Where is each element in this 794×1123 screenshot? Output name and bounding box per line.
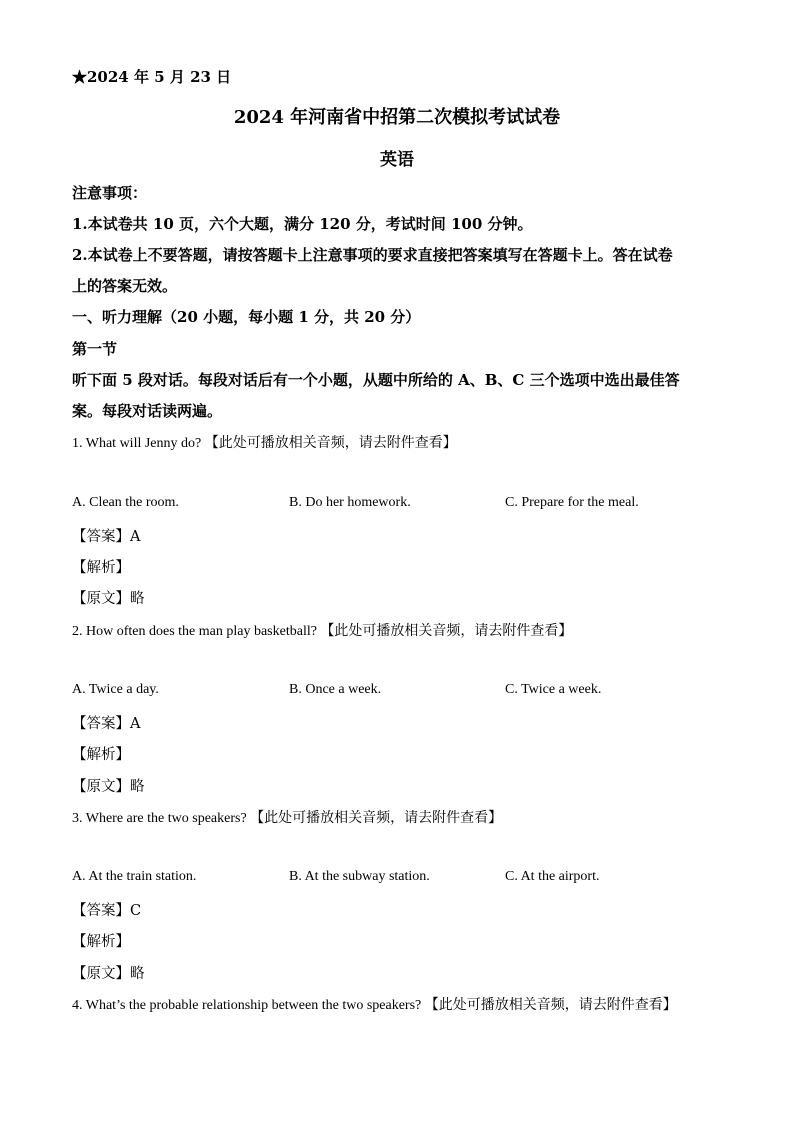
question-1-analysis: 【解析】 bbox=[72, 560, 130, 576]
question-3-option-a: A. At the train station. bbox=[72, 869, 197, 884]
question-3-option-c: C. At the airport. bbox=[505, 869, 600, 884]
question-3-option-b: B. At the subway station. bbox=[289, 869, 430, 884]
question-1-option-a: A. Clean the room. bbox=[72, 495, 179, 510]
notes-item-2-line-2: 上的答案无效。 bbox=[72, 277, 178, 295]
question-3-original: 【原文】略 bbox=[72, 966, 145, 982]
subject-title: 英语 bbox=[380, 150, 414, 170]
exam-title: 2024 年河南省中招第二次模拟考试试卷 bbox=[233, 107, 561, 128]
section-instruction-line-2: 案。每段对话读两遍。 bbox=[72, 402, 223, 420]
exam-date: ★2024 年 5 月 23 日 bbox=[72, 68, 232, 86]
question-2-option-c: C. Twice a week. bbox=[505, 682, 602, 697]
question-2-analysis: 【解析】 bbox=[72, 747, 130, 763]
question-1-original: 【原文】略 bbox=[72, 591, 145, 607]
section-heading: 一、听力理解（20 小题，每小题 1 分，共 20 分） bbox=[72, 308, 421, 326]
section-part: 第一节 bbox=[72, 340, 118, 358]
question-1-option-c: C. Prepare for the meal. bbox=[505, 495, 639, 510]
question-1-option-b: B. Do her homework. bbox=[289, 495, 411, 510]
question-1-answer: 【答案】A bbox=[72, 529, 141, 545]
question-3-analysis: 【解析】 bbox=[72, 934, 130, 950]
question-2-original: 【原文】略 bbox=[72, 779, 145, 795]
question-2-option-b: B. Once a week. bbox=[289, 682, 382, 697]
notes-item-1: 1.本试卷共 10 页，六个大题，满分 120 分，考试时间 100 分钟。 bbox=[72, 215, 533, 233]
question-1-text: 1. What will Jenny do? 【此处可播放相关音频，请去附件查看】 bbox=[72, 436, 457, 451]
question-2-option-a: A. Twice a day. bbox=[72, 682, 159, 697]
notes-item-2-line-1: 2.本试卷上不要答题，请按答题卡上注意事项的要求直接把答案填写在答题卡上。答在试卷 bbox=[72, 246, 673, 264]
notes-heading: 注意事项： bbox=[72, 184, 148, 202]
question-2-text: 2. How often does the man play basketball? 【此处可播放相关音频，请去附件查看】 bbox=[72, 624, 573, 639]
section-instruction-line-1: 听下面 5 段对话。每段对话后有一个小题，从题中所给的 A、B、C 三个选项中选出最佳答 bbox=[72, 371, 680, 389]
question-4-text: 4. What’s the probable relationship between the two speakers? 【此处可播放相关音频，请去附件查看】 bbox=[72, 998, 677, 1013]
question-3-answer: 【答案】C bbox=[72, 903, 142, 919]
question-2-answer: 【答案】A bbox=[72, 716, 141, 732]
question-3-text: 3. Where are the two speakers? 【此处可播放相关音频，请去附件查看】 bbox=[72, 811, 503, 826]
